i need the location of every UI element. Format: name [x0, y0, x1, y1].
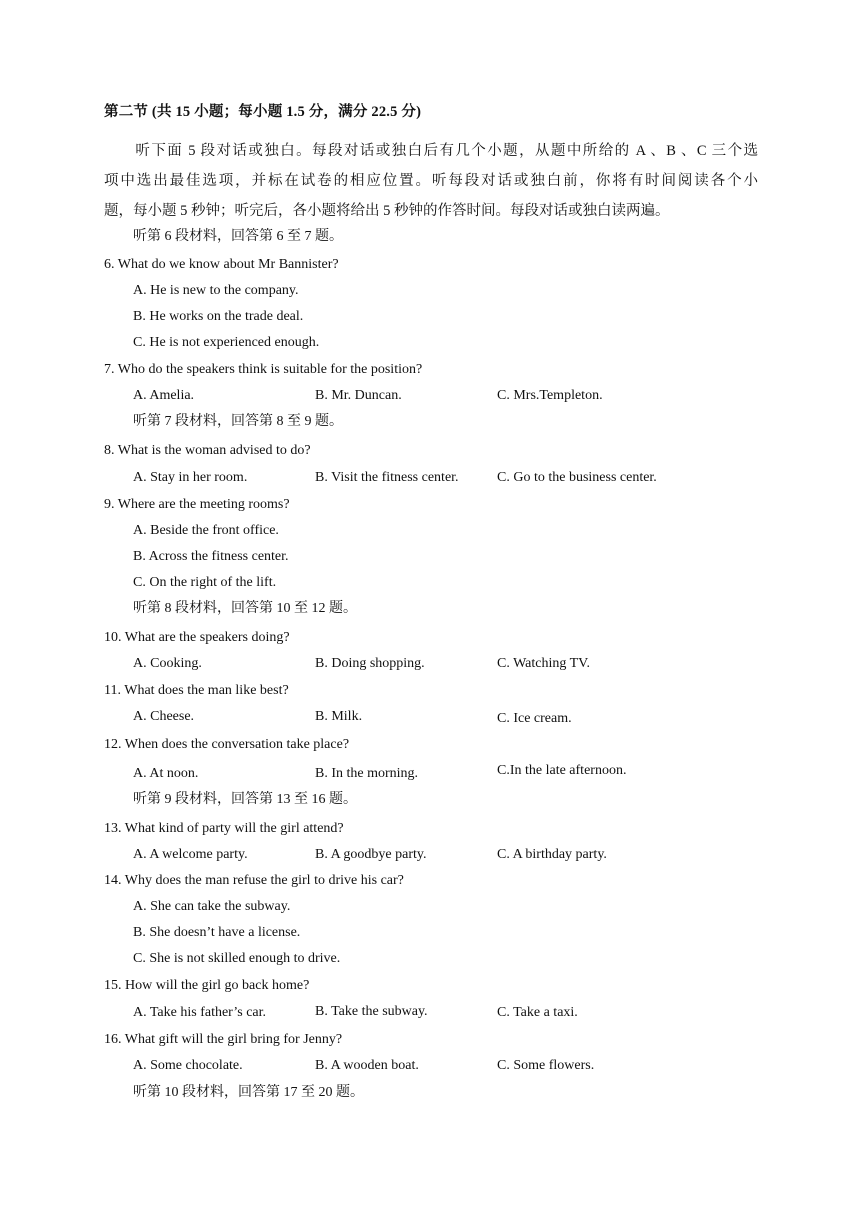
question-8-stem: 8. What is the woman advised to do?: [104, 443, 311, 458]
question-9-option-a: A. Beside the front office.: [133, 523, 279, 538]
question-6-option-b: B. He works on the trade deal.: [133, 309, 304, 324]
question-14-option-b: B. She doesn’t have a license.: [133, 925, 301, 940]
question-11-option-a: A. Cheese.: [133, 709, 195, 724]
question-10-option-c: C. Watching TV.: [497, 656, 590, 671]
question-10-option-b: B. Doing shopping.: [315, 656, 425, 671]
question-14-stem: 14. Why does the man refuse the girl to drive his car?: [104, 873, 404, 888]
question-14-option-a: A. She can take the subway.: [133, 899, 291, 914]
question-9-stem: 9. Where are the meeting rooms?: [104, 497, 290, 512]
question-8-option-a: A. Stay in her room.: [133, 470, 248, 485]
question-11-stem: 11. What does the man like best?: [104, 683, 289, 698]
question-7-option-a: A. Amelia.: [133, 388, 195, 403]
question-15-stem: 15. How will the girl go back home?: [104, 978, 310, 993]
question-7-option-c: C. Mrs.Templeton.: [497, 388, 603, 403]
question-9-option-b: B. Across the fitness center.: [133, 549, 289, 564]
question-6-option-c: C. He is not experienced enough.: [133, 335, 320, 350]
question-13-stem: 13. What kind of party will the girl attend?: [104, 821, 344, 836]
question-13-option-b: B. A goodbye party.: [315, 847, 427, 862]
question-12-stem: 12. When does the conversation take place?: [104, 737, 350, 752]
question-6-option-a: A. He is new to the company.: [133, 283, 299, 298]
question-7-stem: 7. Who do the speakers think is suitable for the position?: [104, 362, 423, 377]
question-14-option-c: C. She is not skilled enough to drive.: [133, 951, 341, 966]
instructions-line-1: 听下面 5 段对话或独白。每段对话或独白后有几个小题，从题中所给的 A 、B 、C 三个选: [134, 143, 758, 159]
question-12-option-b: B. In the morning.: [315, 766, 419, 781]
question-10-option-a: A. Cooking.: [133, 656, 202, 671]
question-13-option-c: C. A birthday party.: [497, 847, 607, 862]
question-16-option-c: C. Some flowers.: [497, 1058, 595, 1073]
segment-8-instruction: 听第 8 段材料，回答第 10 至 12 题。: [133, 601, 357, 616]
question-16-option-b: B. A wooden boat.: [315, 1058, 419, 1073]
question-10-stem: 10. What are the speakers doing?: [104, 630, 290, 645]
question-7-option-b: B. Mr. Duncan.: [315, 388, 402, 403]
question-15-option-c: C. Take a taxi.: [497, 1005, 578, 1020]
segment-7-instruction: 听第 7 段材料，回答第 8 至 9 题。: [133, 414, 343, 429]
instructions-paragraph: [104, 136, 758, 226]
question-16-option-a: A. Some chocolate.: [133, 1058, 243, 1073]
question-8-option-c: C. Go to the business center.: [497, 470, 657, 485]
question-12-option-a: A. At noon.: [133, 766, 199, 781]
segment-9-instruction: 听第 9 段材料，回答第 13 至 16 题。: [133, 792, 357, 807]
instructions-line-3: 题，每小题 5 秒钟；听完后，各小题将给出 5 秒钟的作答时间。每段对话或独白读两遍。: [104, 203, 670, 219]
section-heading: 第二节 (共 15 小题；每小题 1.5 分，满分 22.5 分): [104, 104, 422, 120]
question-8-option-b: B. Visit the fitness center.: [315, 470, 459, 485]
instructions-line-2: 项中选出最佳选项，并标在试卷的相应位置。听每段对话或独白前，你将有时间阅读各个小: [104, 173, 758, 189]
question-13-option-a: A. A welcome party.: [133, 847, 248, 862]
question-11-option-b: B. Milk.: [315, 709, 363, 724]
question-9-option-c: C. On the right of the lift.: [133, 575, 277, 590]
question-15-option-a: A. Take his father’s car.: [133, 1005, 267, 1020]
segment-6-instruction: 听第 6 段材料，回答第 6 至 7 题。: [133, 229, 343, 244]
question-15-option-b: B. Take the subway.: [315, 1004, 428, 1019]
question-12-option-c: C.In the late afternoon.: [497, 763, 627, 778]
question-6-stem: 6. What do we know about Mr Bannister?: [104, 257, 339, 272]
question-16-stem: 16. What gift will the girl bring for Jenny?: [104, 1032, 343, 1047]
segment-10-instruction: 听第 10 段材料，回答第 17 至 20 题。: [133, 1085, 364, 1100]
question-11-option-c: C. Ice cream.: [497, 711, 572, 726]
